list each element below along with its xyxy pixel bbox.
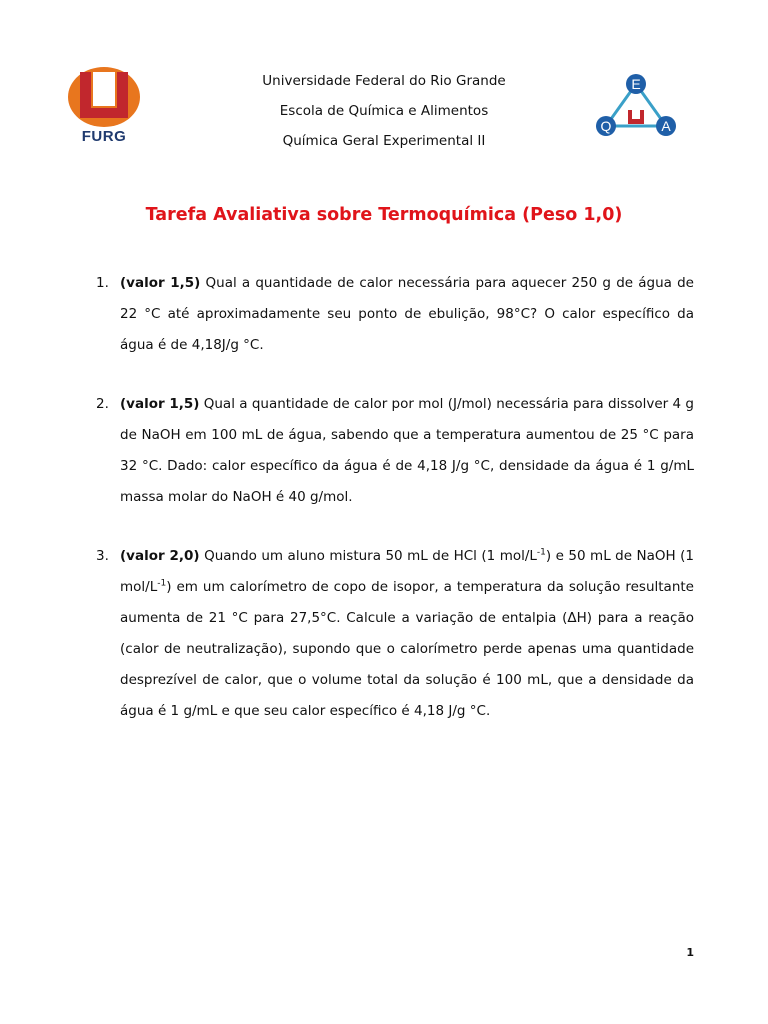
superscript-b: -1	[157, 578, 167, 589]
furg-logo-text: FURG	[81, 128, 127, 145]
question-text-part-c: ) em um calorímetro de copo de isopor, a temperatura da solução resultante aumenta de 21 °C para 27,5°C. Calcule a variação de entalpia (ΔH) para a reação (calor de neutralização), supondo que o calorímetro perde apenas uma quantidade desprezível de calor, que o volume total da solução é 100 mL, que a densidade da água é 1 g/mL e que seu calor específico é 4,18 J/g °C.	[120, 579, 694, 719]
question-text: Qual a quantidade de calor por mol (J/mol) necessária para dissolver 4 g de NaOH em 100 mL de água, sabendo que a temperatura aumentou de 25 °C para 32 °C. Dado: calor específico da água é de 4,18 J/g °C, densidade da água é 1 g/mL massa molar do NaOH é 40 g/mol.	[120, 396, 694, 505]
question-text-part-b: ) e 50 mL de NaOH (1 mol/L	[120, 548, 694, 595]
question-number: 3.	[96, 548, 109, 564]
question-number: 1.	[96, 275, 109, 291]
eqa-letter-e: E	[631, 76, 641, 92]
question-text: Qual a quantidade de calor necessária para aquecer 250 g de água de 22 °C até aproximadamente seu ponto de ebulição, 98°C? O calor específico da água é de 4,18J/g °C.	[120, 275, 694, 353]
question-body	[120, 541, 694, 727]
question-body	[120, 389, 694, 513]
school-name: Escola de Química e Alimentos	[279, 103, 489, 119]
question-weight-label: (valor 1,5)	[120, 275, 201, 291]
superscript-a: -1	[536, 547, 546, 558]
page-number: 1	[686, 946, 694, 959]
question-weight-label: (valor 1,5)	[120, 396, 200, 412]
question-text-part-a: Quando um aluno mistura 50 mL de HCl (1 mol/L	[199, 548, 537, 564]
assignment-title: Tarefa Avaliativa sobre Termoquímica (Peso 1,0)	[145, 205, 623, 225]
institution-header	[190, 66, 578, 156]
question-weight-label: (valor 2,0)	[120, 548, 200, 564]
course-name: Química Geral Experimental II	[282, 133, 486, 149]
eqa-letter-a: A	[661, 118, 671, 134]
eqa-letter-q: Q	[600, 118, 612, 134]
question-body	[120, 268, 694, 361]
university-name: Universidade Federal do Rio Grande	[262, 73, 506, 89]
furg-logo-icon	[66, 66, 142, 150]
question-number: 2.	[96, 396, 109, 412]
eqa-logo-icon	[594, 72, 678, 138]
